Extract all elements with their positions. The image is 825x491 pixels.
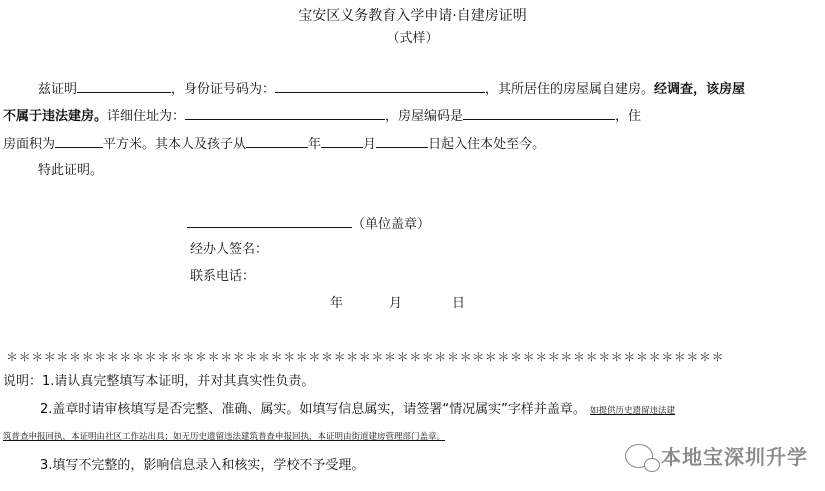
text-area-label: 房面积为 bbox=[3, 137, 56, 152]
text-month: 月 bbox=[363, 137, 377, 152]
idcard-blank bbox=[275, 79, 485, 93]
area-blank bbox=[55, 134, 103, 148]
text-address-label: 详细住址为： bbox=[107, 109, 186, 124]
wechat-icon bbox=[625, 444, 653, 468]
seal-line bbox=[187, 214, 430, 234]
handler-label: 经办人签名： bbox=[190, 242, 269, 257]
page-title: 宝安区义务教育入学申请·自建房证明 bbox=[298, 8, 527, 24]
unit-blank bbox=[187, 214, 352, 228]
address-blank bbox=[185, 106, 385, 120]
month-blank bbox=[321, 134, 363, 148]
watermark bbox=[625, 441, 808, 470]
text-area-unit: 平方米。其本人及孩子从 bbox=[103, 137, 247, 152]
note-3: 3.填写不完整的，影响信息录入和核实，学校不予受理。 bbox=[40, 458, 365, 473]
text-house-code-label: ，房屋编码是 bbox=[385, 109, 464, 124]
text-self-built: ，其所居住的房屋属自建房。 bbox=[485, 82, 655, 97]
note-2-small-a: 如提供历史遗留违法建 bbox=[590, 406, 676, 416]
para-line-2 bbox=[3, 106, 641, 126]
phone-label: 联系电话： bbox=[190, 269, 256, 284]
para-line-3 bbox=[3, 134, 545, 154]
note-2-line bbox=[40, 401, 675, 420]
text-zhu: ，住 bbox=[615, 109, 642, 124]
text-idcard-label: ，身份证号码为： bbox=[171, 82, 276, 97]
date-day: 日 bbox=[452, 296, 466, 311]
text-investigation: 经调查，该房屋 bbox=[654, 82, 746, 97]
seal-label: （单位盖章） bbox=[352, 217, 431, 232]
date-year: 年 bbox=[330, 296, 344, 311]
note-1: 说明：1.请认真完整填写本证明，并对其真实性负责。 bbox=[3, 374, 315, 389]
house-code-blank bbox=[463, 106, 615, 120]
text-zhengming: 兹证明 bbox=[38, 82, 78, 97]
star-divider: ＊＊＊＊＊＊＊＊＊＊＊＊＊＊＊＊＊＊＊＊＊＊＊＊＊＊＊＊＊＊＊＊＊＊＊＊＊＊＊＊＊＊＊＊＊＊＊＊＊＊＊＊＊＊＊＊＊ bbox=[6, 350, 725, 364]
text-not-illegal: 不属于违法建房。 bbox=[3, 109, 108, 124]
day-blank bbox=[376, 134, 428, 148]
name-blank bbox=[77, 79, 171, 93]
page-subtitle: （式样） bbox=[386, 31, 439, 46]
text-year: 年 bbox=[308, 137, 322, 152]
note-2-small-b: 筑普查申报回执，本证明由社区工作站出具；如无历史遗留违法建筑普查申报回执，本证明由街道建房管理部门盖章。 bbox=[3, 432, 446, 442]
text-move-in: 日起入住本处至今。 bbox=[428, 137, 546, 152]
watermark-text: 本地宝深圳升学 bbox=[661, 445, 808, 469]
note-2: 2.盖章时请审核填写是否完整、准确、属实。如填写信息属实，请签署“情况属实”字样并盖章。 bbox=[40, 402, 586, 417]
year-blank bbox=[246, 134, 308, 148]
special-statement: 特此证明。 bbox=[38, 163, 104, 178]
para-line-1 bbox=[38, 79, 745, 99]
date-month: 月 bbox=[389, 296, 403, 311]
